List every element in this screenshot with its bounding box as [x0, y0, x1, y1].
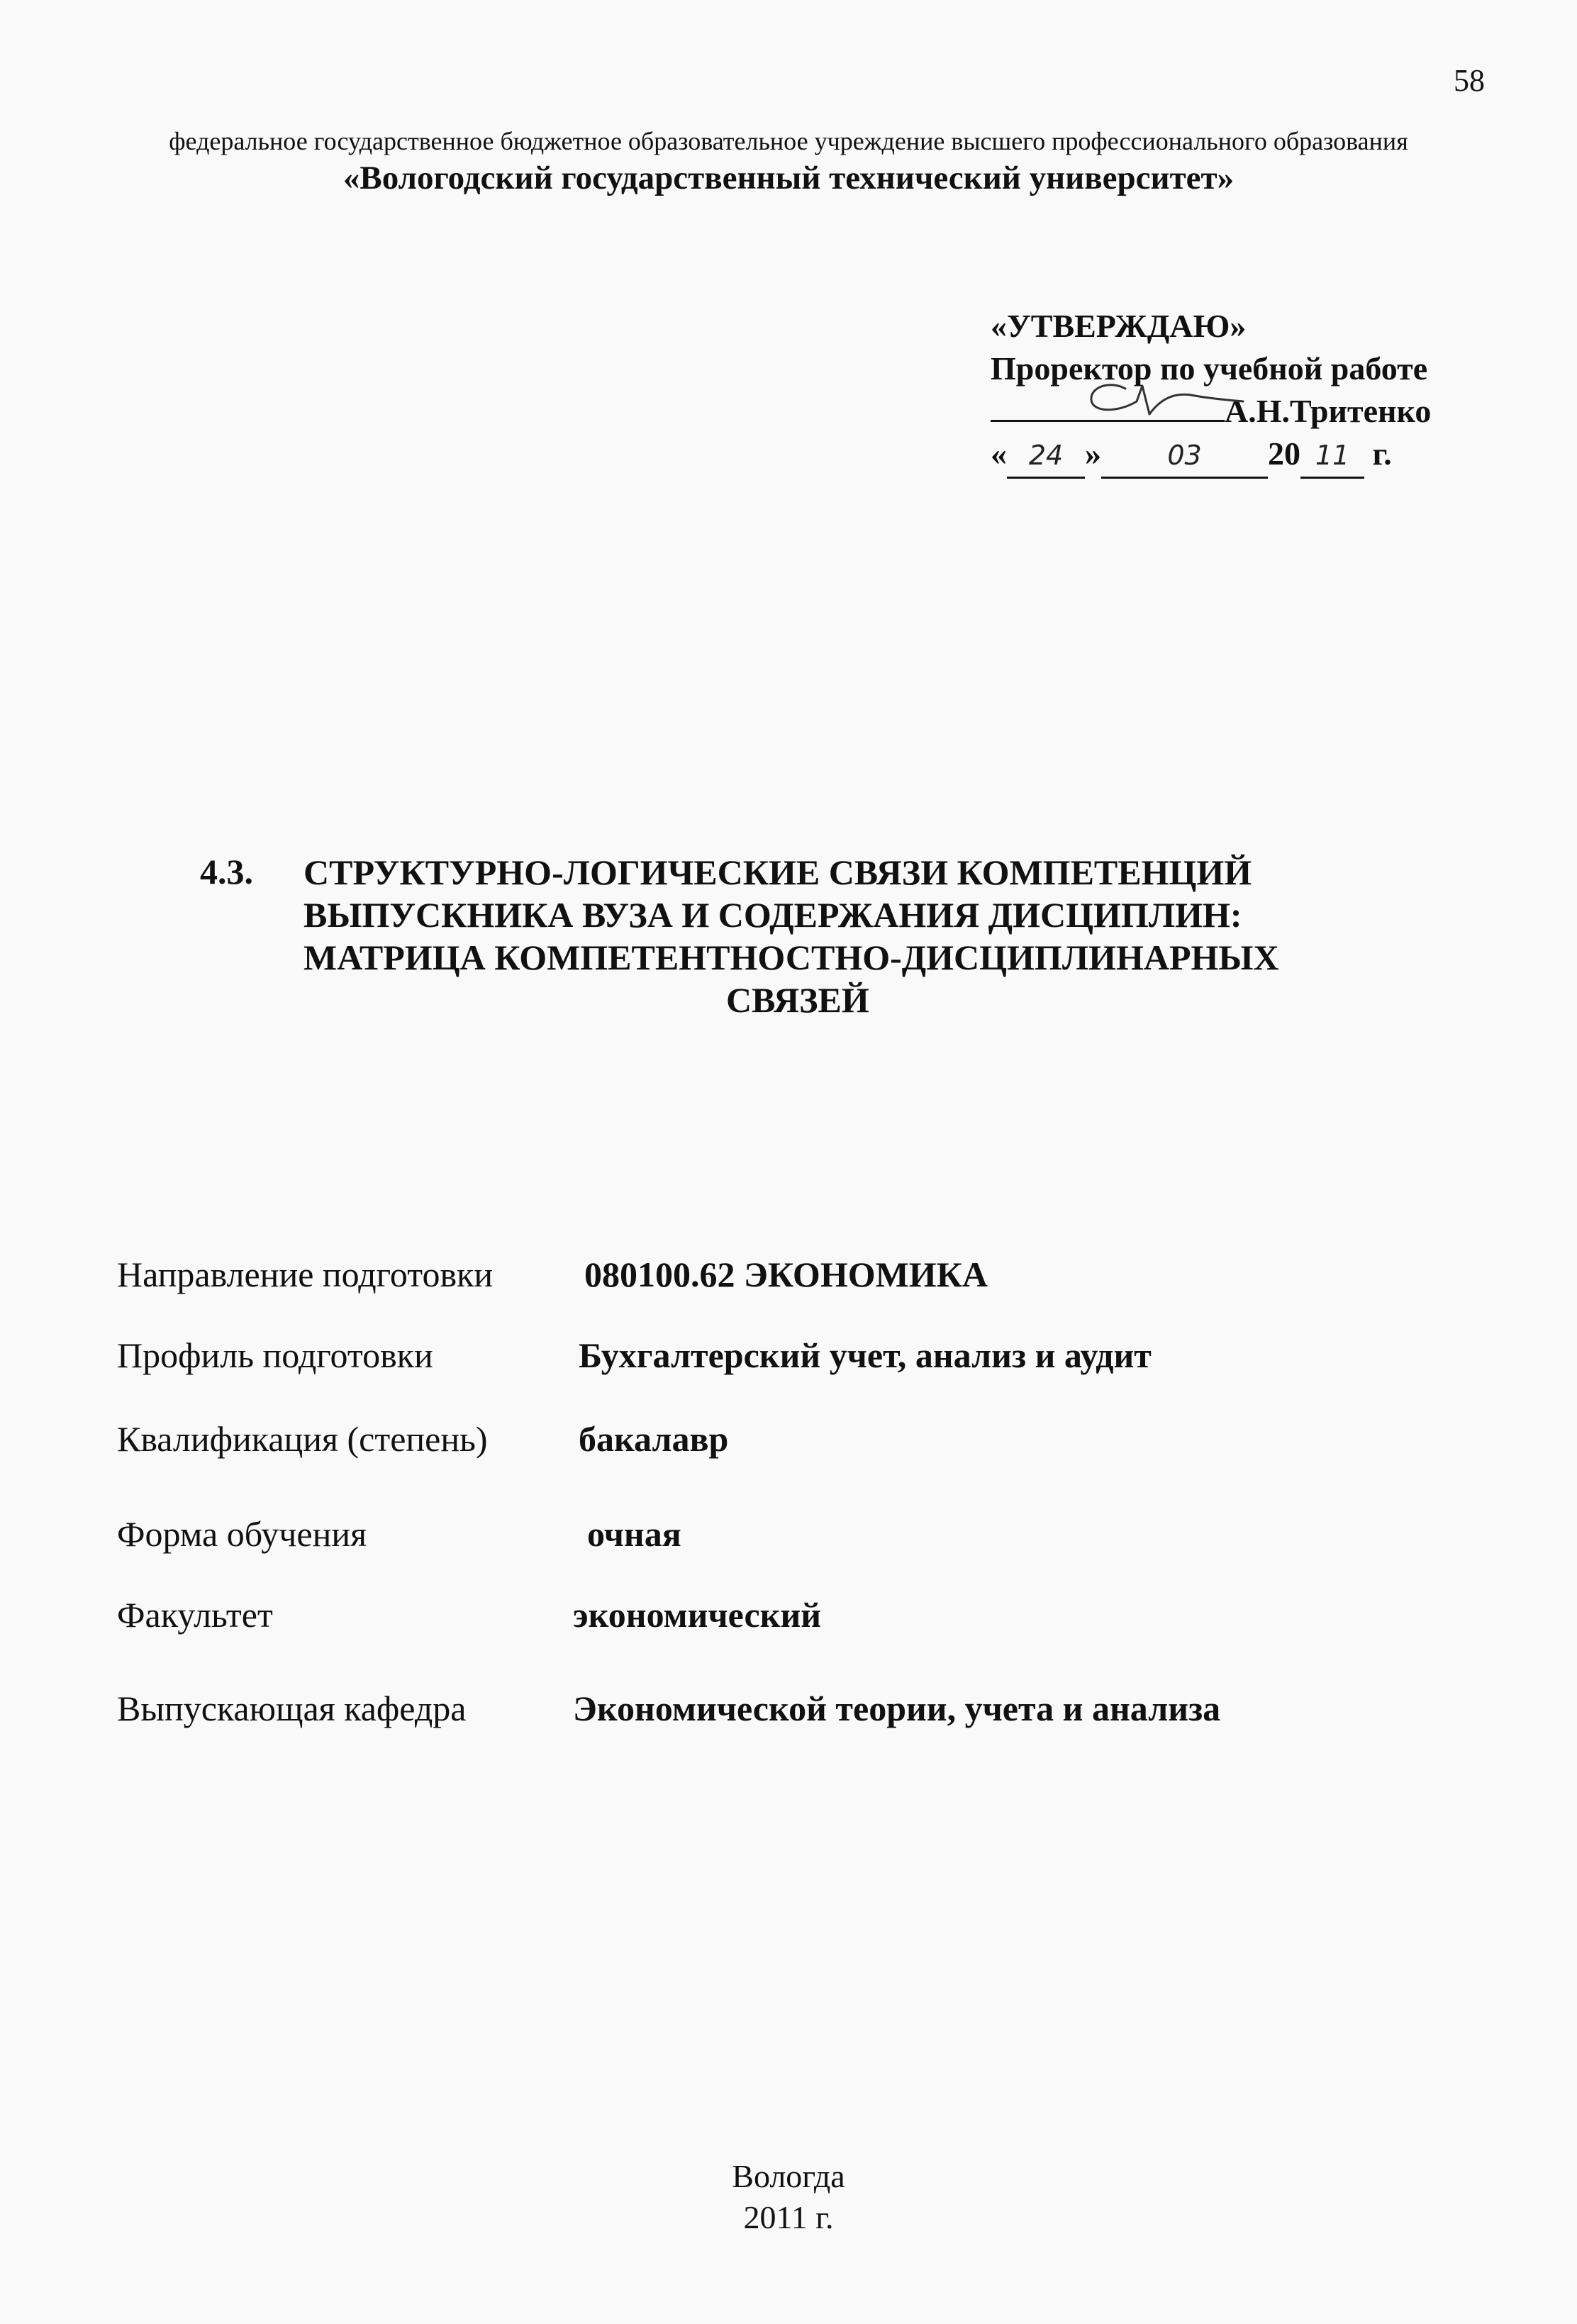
approver-name: А.Н.Тритенко — [1225, 393, 1432, 429]
section-title-line: СТРУКТУРНО-ЛОГИЧЕСКИЕ СВЯЗИ КОМПЕТЕНЦИЙ — [303, 852, 1252, 892]
date-open-quote: « — [991, 435, 1007, 472]
approval-position: Проректор по учебной работе — [991, 350, 1428, 387]
year-prefix: 20 — [1268, 435, 1300, 472]
handwritten-signature — [1076, 376, 1246, 426]
info-label: Направление подготовки — [117, 1255, 494, 1294]
info-row-study-form — [117, 1513, 681, 1555]
info-label: Профиль подготовки — [117, 1335, 433, 1375]
info-value: Бухгалтерский учет, анализ и аудит — [579, 1335, 1152, 1375]
approval-block — [991, 305, 1431, 479]
info-row-department — [117, 1688, 1221, 1729]
university-name: «Вологодский государственный технический университет» — [342, 160, 1235, 196]
info-label: Форма обучения — [117, 1514, 367, 1554]
info-value: 080100.62 ЭКОНОМИКА — [584, 1255, 988, 1294]
date-close-quote: » — [1085, 435, 1101, 472]
approval-stamp: «УТВЕРЖДАЮ» — [991, 308, 1247, 344]
footer-city: Вологда — [732, 2158, 845, 2194]
info-row-profile — [117, 1335, 1152, 1376]
info-row-direction — [117, 1254, 988, 1295]
section-title-line: МАТРИЦА КОМПЕТЕНТНОСТНО-ДИСЦИПЛИНАРНЫХ — [303, 938, 1279, 977]
section-title-line: СВЯЗЕЙ — [726, 980, 869, 1020]
approval-date — [991, 433, 1431, 479]
info-value: бакалавр — [579, 1419, 729, 1459]
year-suffix: 11 — [1300, 434, 1364, 479]
section-number: 4.3. — [200, 852, 253, 891]
info-value: очная — [587, 1514, 681, 1554]
date-day: 24 — [1007, 434, 1085, 479]
date-month: 03 — [1101, 434, 1268, 479]
info-label: Факультет — [117, 1595, 273, 1635]
info-value: экономический — [573, 1595, 822, 1635]
info-row-qualification — [117, 1418, 729, 1460]
section-title-line: ВЫПУСКНИКА ВУЗА И СОДЕРЖАНИЯ ДИСЦИПЛИН: — [303, 895, 1242, 935]
approval-signature-line — [991, 390, 1431, 433]
institution-line: федеральное государственное бюджетное образовательное учреждение высшего профессионального образования — [169, 127, 1408, 155]
year-end: г. — [1372, 435, 1392, 472]
info-label: Квалификация (степень) — [117, 1419, 488, 1459]
info-label: Выпускающая кафедра — [117, 1689, 467, 1728]
info-row-faculty — [117, 1594, 822, 1635]
signature-line — [991, 391, 1225, 422]
info-value: Экономической теории, учета и анализа — [573, 1689, 1221, 1728]
footer-year: 2011 г. — [743, 2199, 834, 2235]
page-number: 58 — [1454, 63, 1485, 98]
section-title — [303, 851, 1466, 1021]
